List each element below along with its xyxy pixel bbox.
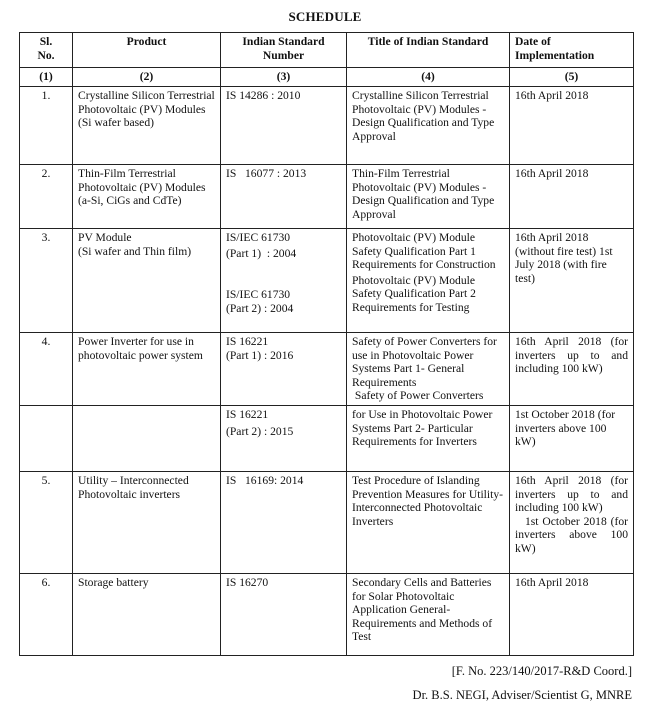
table-row	[20, 87, 634, 165]
sl-number	[20, 405, 73, 471]
column-number: (2)	[73, 68, 221, 87]
header-standard-number: Indian Standard Number	[221, 33, 347, 68]
standard-title: Thin-Film Terrestrial Photovoltaic (PV) Modules - Design Qualification and Type Approval	[347, 165, 510, 229]
product-note: (a-Si, CiGs and CdTe)	[78, 194, 182, 208]
standard-title	[347, 333, 510, 406]
standard-number: IS 16077 : 2013	[221, 165, 347, 229]
standard-part2-part: (Part 2) : 2004	[226, 301, 294, 315]
implementation-date: 16th April 2018	[510, 165, 634, 229]
product-note: (Si wafer based)	[78, 116, 154, 130]
table-row	[20, 333, 634, 406]
table-row	[20, 229, 634, 333]
column-number: (1)	[20, 68, 73, 87]
column-number: (3)	[221, 68, 347, 87]
standard-part-line: (Part 2) : 2015	[226, 424, 294, 438]
implementation-date: 16th April 2018	[510, 573, 634, 655]
sl-number: 1.	[20, 87, 73, 165]
product-name: Crystalline Silicon Terrestrial Photovoltaic (PV) Modules	[78, 89, 215, 116]
standard-title: Crystalline Silicon Terrestrial Photovoltaic (PV) Modules - Design Qualification and Type Approval	[347, 87, 510, 165]
standard-number: IS 16270	[221, 573, 347, 655]
sl-number: 5.	[20, 471, 73, 573]
product-cell	[73, 165, 221, 229]
schedule-table	[19, 32, 634, 656]
standard-title-part2: Photovoltaic (PV) Module Safety Qualification Part 2 Requirements for Testing	[352, 273, 476, 314]
standard-part2-number: IS/IEC 61730	[226, 288, 291, 302]
standard-number: IS 14286 : 2010	[221, 87, 347, 165]
sl-number: 3.	[20, 229, 73, 333]
column-number: (5)	[510, 68, 634, 87]
product-name: Utility – Interconnected Photovoltaic inverters	[73, 471, 221, 573]
file-number: [F. No. 223/140/2017-R&D Coord.]	[451, 664, 632, 678]
table-row	[20, 573, 634, 655]
standard-number-line: IS 16221	[226, 407, 269, 421]
implementation-date: 16th April 2018 (for inverters up to and including 100 kW)	[510, 333, 634, 406]
header-date: Date of Implementation	[510, 33, 634, 68]
standard-title-text: Safety of Power Converters for use in Photovoltaic Power Systems Part 1- General Requirements	[352, 335, 497, 389]
standard-number-line: IS 16221	[226, 335, 269, 348]
standard-number	[221, 333, 347, 406]
cropped-previous-line	[60, 0, 530, 2]
sl-number: 6.	[20, 573, 73, 655]
product-name: Power Inverter for use in photovoltaic power system	[73, 333, 221, 406]
standard-title-continued: Safety of Power Converters	[352, 389, 484, 403]
table-row	[20, 405, 634, 471]
header-product: Product	[73, 33, 221, 68]
standard-number	[221, 229, 347, 333]
implementation-date-part2: 1st October 2018 (for inverters above 100 kW)	[515, 514, 628, 555]
implementation-date: 16th April 2018 (without fire test) 1st July 2018 (with fire test)	[510, 229, 634, 333]
standard-part-line: (Part 1) : 2016	[226, 348, 294, 362]
product-name: Storage battery	[73, 573, 221, 655]
standard-title	[347, 229, 510, 333]
product-name: Thin-Film Terrestrial Photovoltaic (PV) Modules	[78, 167, 206, 194]
standard-part1-part: (Part 1) : 2004	[226, 246, 297, 260]
implementation-date: 1st October 2018 (for inverters above 100 kW)	[510, 405, 634, 471]
sl-number: 4.	[20, 333, 73, 406]
implementation-date	[510, 471, 634, 573]
standard-title: for Use in Photovoltaic Power Systems Part 2- Particular Requirements for Inverters	[347, 405, 510, 471]
standard-part1-number: IS/IEC 61730	[226, 231, 291, 244]
header-sl-no: Sl. No.	[20, 33, 73, 68]
sl-number: 2.	[20, 165, 73, 229]
implementation-date-part1: 16th April 2018 (for inverters up to and including 100 kW)	[515, 473, 628, 515]
header-title: Title of Indian Standard	[347, 33, 510, 68]
product-cell	[73, 229, 221, 333]
product-name	[73, 405, 221, 471]
standard-title-part1: Photovoltaic (PV) Module Safety Qualification Part 1 Requirements for Construction	[352, 231, 496, 272]
product-name: PV Module	[78, 231, 132, 244]
implementation-date: 16th April 2018	[510, 87, 634, 165]
column-number: (4)	[347, 68, 510, 87]
schedule-title: SCHEDULE	[288, 9, 362, 24]
column-number-row	[20, 68, 634, 87]
standard-title: Test Procedure of Islanding Prevention Measures for Utility- Interconnected Photovoltaic Inverters	[347, 471, 510, 573]
signatory: Dr. B.S. NEGI, Adviser/Scientist G, MNRE	[412, 688, 632, 702]
header-row	[20, 33, 634, 68]
product-note: (Si wafer and Thin film)	[78, 244, 192, 258]
standard-number	[221, 405, 347, 471]
product-cell	[73, 87, 221, 165]
table-row	[20, 471, 634, 573]
standard-number: IS 16169: 2014	[221, 471, 347, 573]
standard-title: Secondary Cells and Batteries for Solar Photovoltaic Application General- Requirements and Methods of Test	[347, 573, 510, 655]
table-row	[20, 165, 634, 229]
